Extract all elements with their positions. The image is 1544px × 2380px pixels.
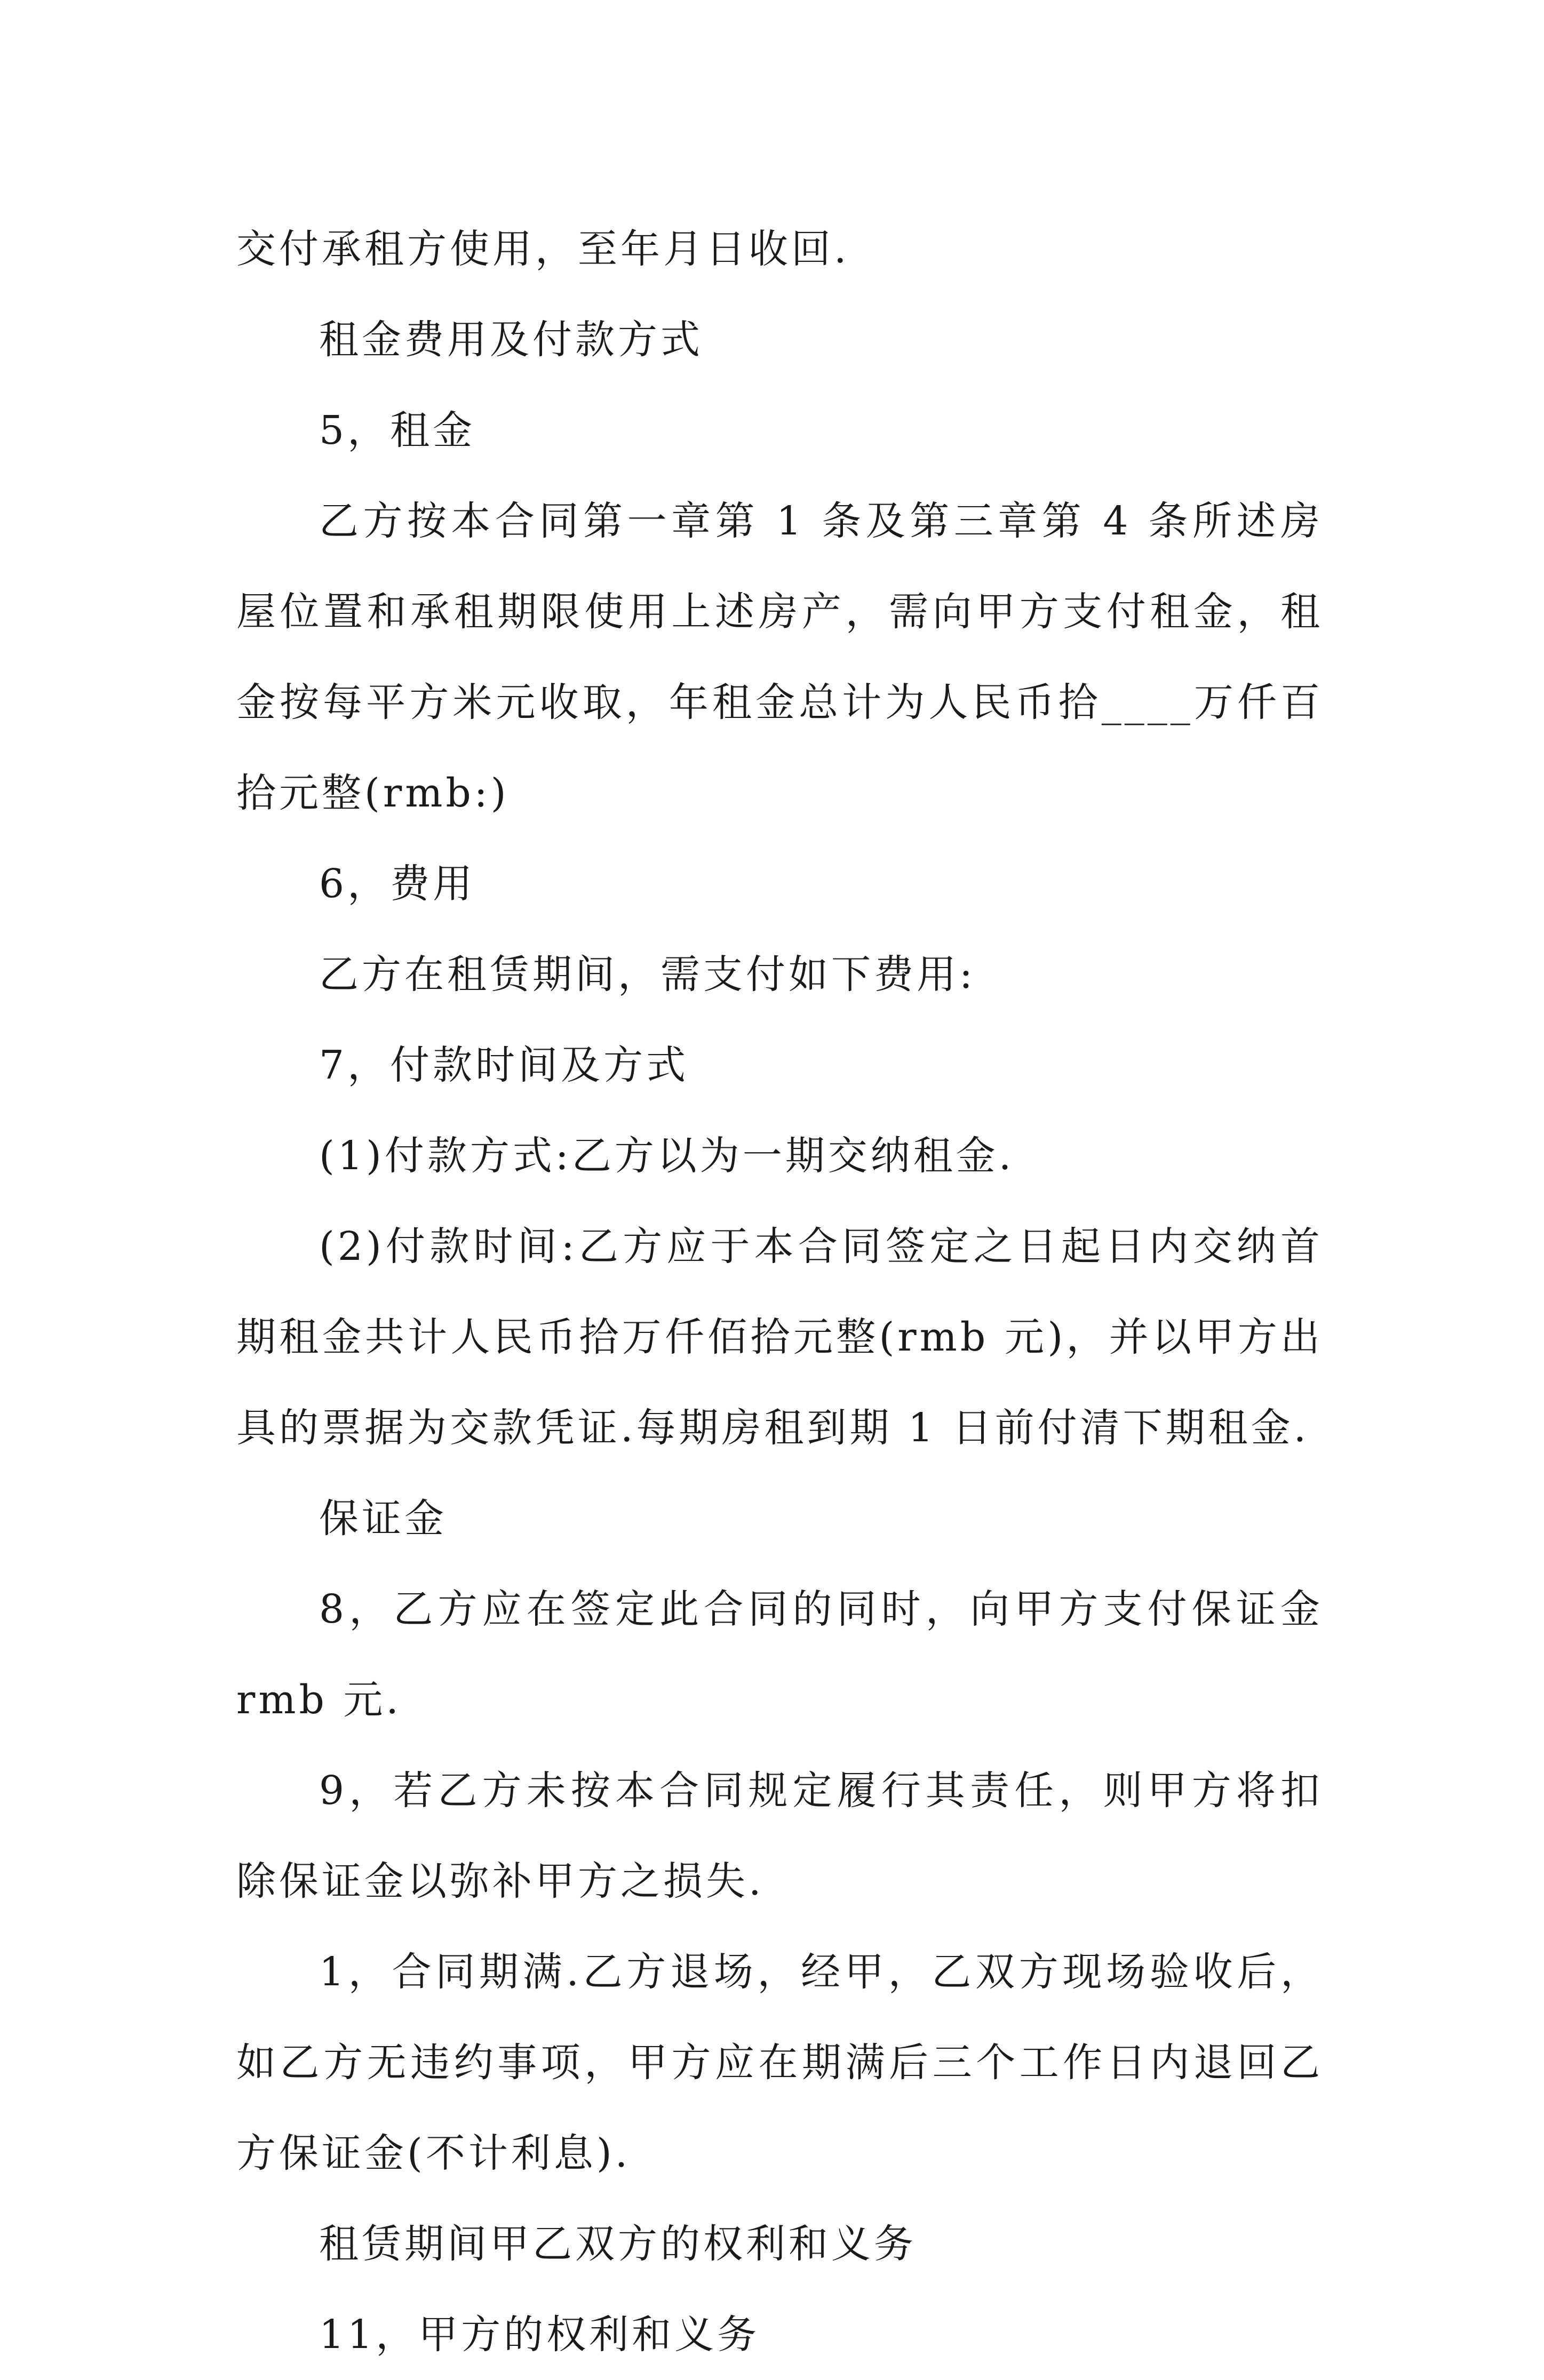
clause-10: 1，合同期满.乙方退场，经甲，乙双方现场验收后，如乙方无违约事项，甲方应在期满后三个工作日内退回乙方保证金(不计利息).: [236, 1949, 1323, 2176]
contract-body: [236, 204, 1323, 2380]
section-heading-rights-obligations: 租赁期间甲乙双方的权利和义务: [319, 2221, 917, 2267]
clause-7-item-2: (2)付款时间:乙方应于本合同签定之日起日内交纳首期租金共计人民币拾万仟佰拾元整(rmb 元)，并以甲方出具的票据为交款凭证.每期房租到期 1 日前付清下期租金.: [236, 1224, 1323, 1451]
clause-9: 9，若乙方未按本合同规定履行其责任，则甲方将扣除保证金以弥补甲方之损失.: [236, 1768, 1323, 1904]
clause-6-title: 6，费用: [319, 861, 476, 907]
clause-11-title: 11，甲方的权利和义务: [319, 2312, 760, 2358]
clause-7-title: 7，付款时间及方式: [319, 1042, 689, 1088]
section-heading-rent-and-payment: 租金费用及付款方式: [319, 317, 703, 363]
clause-8: 8，乙方应在签定此合同的同时，向甲方支付保证金 rmb 元.: [236, 1586, 1323, 1723]
clause-6-body: 乙方在租赁期间，需支付如下费用:: [319, 952, 976, 997]
clause-5-body: 乙方按本合同第一章第 1 条及第三章第 4 条所述房屋位置和承租期限使用上述房产，需向甲方支付租金，租金按每平方米元收取，年租金总计为人民币拾____万仟百拾元整(rmb:): [236, 498, 1323, 816]
section-heading-deposit: 保证金: [319, 1496, 447, 1542]
paragraph-handover: 交付承租方使用，至年月日收回.: [236, 226, 850, 272]
clause-5-title: 5，租金: [319, 408, 476, 453]
clause-7-item-1: (1)付款方式:乙方以为一期交纳租金.: [319, 1133, 1015, 1179]
